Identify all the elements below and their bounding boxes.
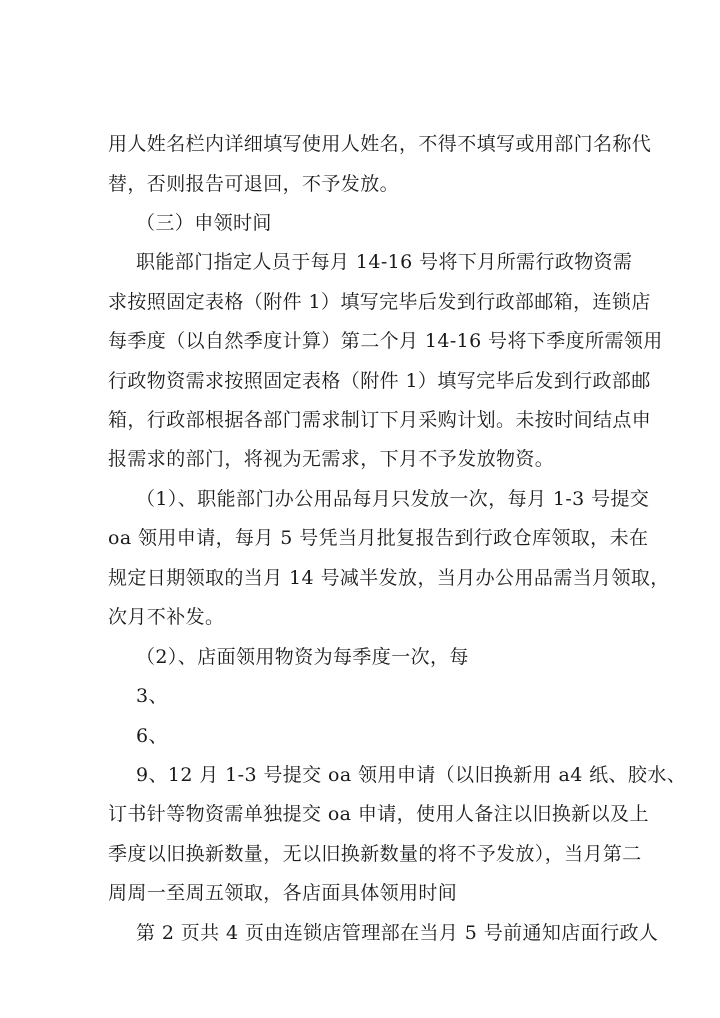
text-line: 用人姓名栏内详细填写使用人姓名，不得不填写或用部门名称代 xyxy=(108,133,652,155)
page-number-line: 第 2 页共 4 页由连锁店管理部在当月 5 号前通知店面行政人 xyxy=(136,922,659,944)
text-line: 报需求的部门，将视为无需求，下月不予发放物资。 xyxy=(108,448,555,470)
text-line: 每季度（以自然季度计算）第二个月 14-16 号将下季度所需领用 xyxy=(108,330,663,352)
text-line: 箱，行政部根据各部门需求制订下月采购计划。未按时间结点申 xyxy=(108,409,652,431)
text-line: 职能部门指定人员于每月 14-16 号将下月所需行政物资需 xyxy=(136,251,633,273)
text-line: 6、 xyxy=(136,725,168,747)
text-line: oa 领用申请，每月 5 号凭当月批复报告到行政仓库领取，未在 xyxy=(108,527,649,549)
text-line: 订书针等物资需单独提交 oa 申请，使用人备注以旧换新以及上 xyxy=(108,803,649,825)
text-line: 行政物资需求按照固定表格（附件 1）填写完毕后发到行政部邮 xyxy=(108,370,651,392)
text-line: 次月不补发。 xyxy=(108,606,225,628)
text-line: 规定日期领取的当月 14 号减半发放，当月办公用品需当月领取， xyxy=(108,567,670,589)
text-line: 周周一至周五领取，各店面具体领用时间 xyxy=(108,882,458,904)
text-line: 季度以旧换新数量，无以旧换新数量的将不予发放），当月第二 xyxy=(108,843,642,865)
text-line: （1）、职能部门办公用品每月只发放一次，每月 1-3 号提交 xyxy=(136,488,650,510)
text-line: 3、 xyxy=(136,685,168,707)
text-line: 9、12 月 1-3 号提交 oa 领用申请（以旧换新用 a4 纸、胶水、 xyxy=(136,764,687,786)
text-line: （2）、店面领用物资为每季度一次，每 xyxy=(136,646,469,668)
section-heading: （三）申领时间 xyxy=(136,212,272,234)
text-line: 替，否则报告可退回，不予发放。 xyxy=(108,173,400,195)
text-line: 求按照固定表格（附件 1）填写完毕后发到行政部邮箱，连锁店 xyxy=(108,291,651,313)
